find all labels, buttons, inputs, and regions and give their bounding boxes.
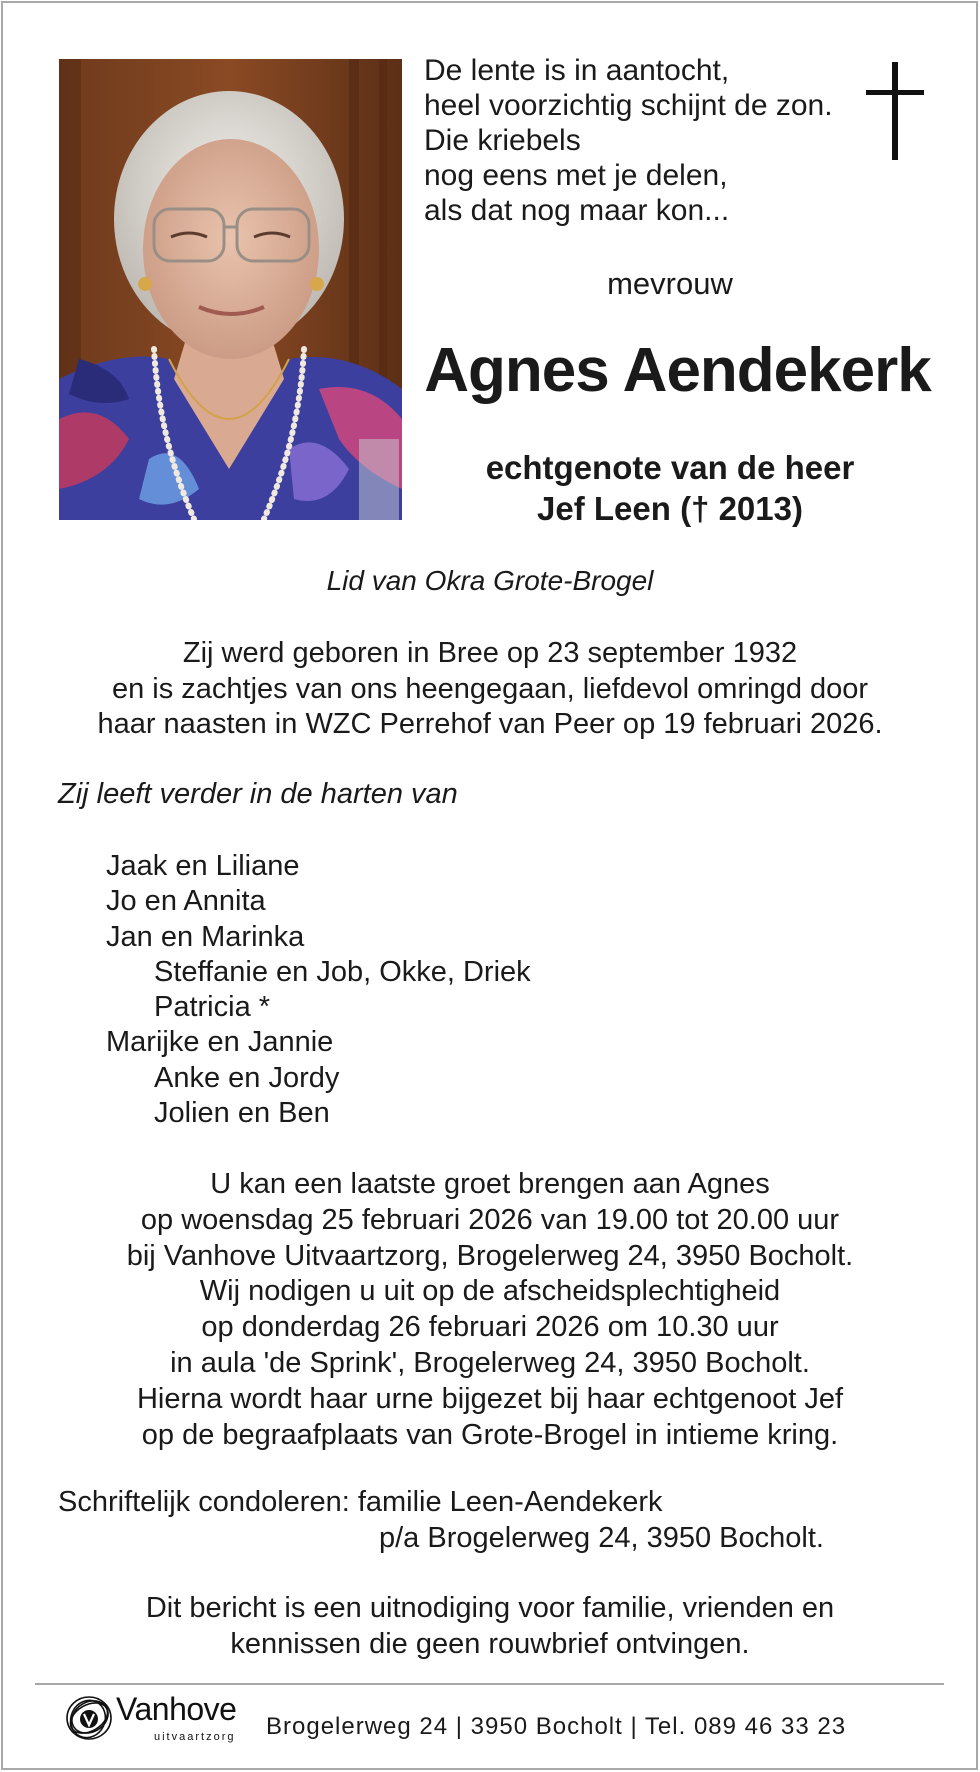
- deceased-name: Agnes Aendekerk: [424, 336, 931, 405]
- birth-line-1: Zij werd geboren in Bree op 23 september 1932: [182, 637, 798, 669]
- family-member: Anke en Jordy: [154, 1061, 340, 1094]
- notice-line-2: kennissen die geen rouwbrief ontvingen.: [230, 1628, 750, 1660]
- family-member: Jolien en Ben: [154, 1097, 330, 1130]
- ceremony-line: bij Vanhove Uitvaartzorg, Brogelerweg 24, 3950 Bocholt.: [126, 1239, 854, 1272]
- condolence-address: p/a Brogelerweg 24, 3950 Bocholt.: [379, 1522, 824, 1554]
- honorific: mevrouw: [607, 266, 733, 301]
- poem-verse: De lente is in aantocht, heel voorzichtig schijnt de zon. Die kriebels nog eens met je delen, als dat nog maar kon...: [424, 54, 833, 227]
- birth-death-info: [0, 636, 980, 743]
- family-member: Jo en Annita: [106, 885, 266, 918]
- notice-line-1: Dit bericht is een uitnodiging voor familie, vrienden en: [145, 1592, 835, 1624]
- ceremony-line: Hierna wordt haar urne bijgezet bij haar echtgenoot Jef: [136, 1382, 844, 1415]
- ceremony-line: Wij nodigen u uit op de afscheidsplechtigheid: [199, 1275, 781, 1308]
- vanhove-logo: [64, 1691, 264, 1751]
- spouse-line-1: echtgenote van de heer: [485, 449, 855, 486]
- family-member: Patricia *: [154, 991, 271, 1024]
- portrait-photo: [59, 59, 402, 520]
- footer-address: Brogelerweg 24 | 3950 Bocholt | Tel. 089 46 33 23: [266, 1713, 847, 1740]
- invitation-notice: [0, 1590, 980, 1662]
- condolence-info: [58, 1484, 824, 1556]
- vanhove-logo-icon: [64, 1693, 114, 1743]
- ceremony-line: op donderdag 26 februari 2026 om 10.30 uur: [201, 1311, 779, 1344]
- family-list: [106, 849, 531, 1131]
- ceremony-line: in aula 'de Sprink', Brogelerweg 24, 3950 Bocholt.: [170, 1346, 810, 1379]
- survived-by-intro: Zij leeft verder in de harten van: [58, 778, 458, 810]
- family-member: Jaak en Liliane: [106, 850, 300, 882]
- brand-name: Vanhove: [116, 1691, 237, 1727]
- ceremony-line: op woensdag 25 februari 2026 van 19.00 tot 20.00 uur: [140, 1203, 840, 1236]
- membership: Lid van Okra Grote-Brogel: [326, 565, 654, 596]
- family-member: Jan en Marinka: [106, 920, 305, 953]
- birth-line-3: haar naasten in WZC Perrehof van Peer op 19 februari 2026.: [97, 708, 883, 740]
- ceremony-info: [0, 1167, 980, 1453]
- condolence-line-1: Schriftelijk condoleren: familie Leen-Aendekerk: [58, 1486, 663, 1518]
- spouse-line-2: Jef Leen († 2013): [537, 490, 803, 527]
- spouse-info: [430, 447, 910, 529]
- birth-line-2: en is zachtjes van ons heengegaan, liefdevol omringd door: [111, 672, 869, 705]
- family-member: Marijke en Jannie: [106, 1026, 334, 1059]
- cross-icon: [866, 62, 924, 160]
- ceremony-line: op de begraafplaats van Grote-Brogel in intieme kring.: [141, 1418, 839, 1451]
- brand-subtitle: uitvaartzorg: [154, 1731, 236, 1743]
- footer-divider: [35, 1683, 944, 1685]
- ceremony-line: U kan een laatste groet brengen aan Agnes: [210, 1168, 770, 1200]
- family-member: Steffanie en Job, Okke, Driek: [154, 955, 531, 988]
